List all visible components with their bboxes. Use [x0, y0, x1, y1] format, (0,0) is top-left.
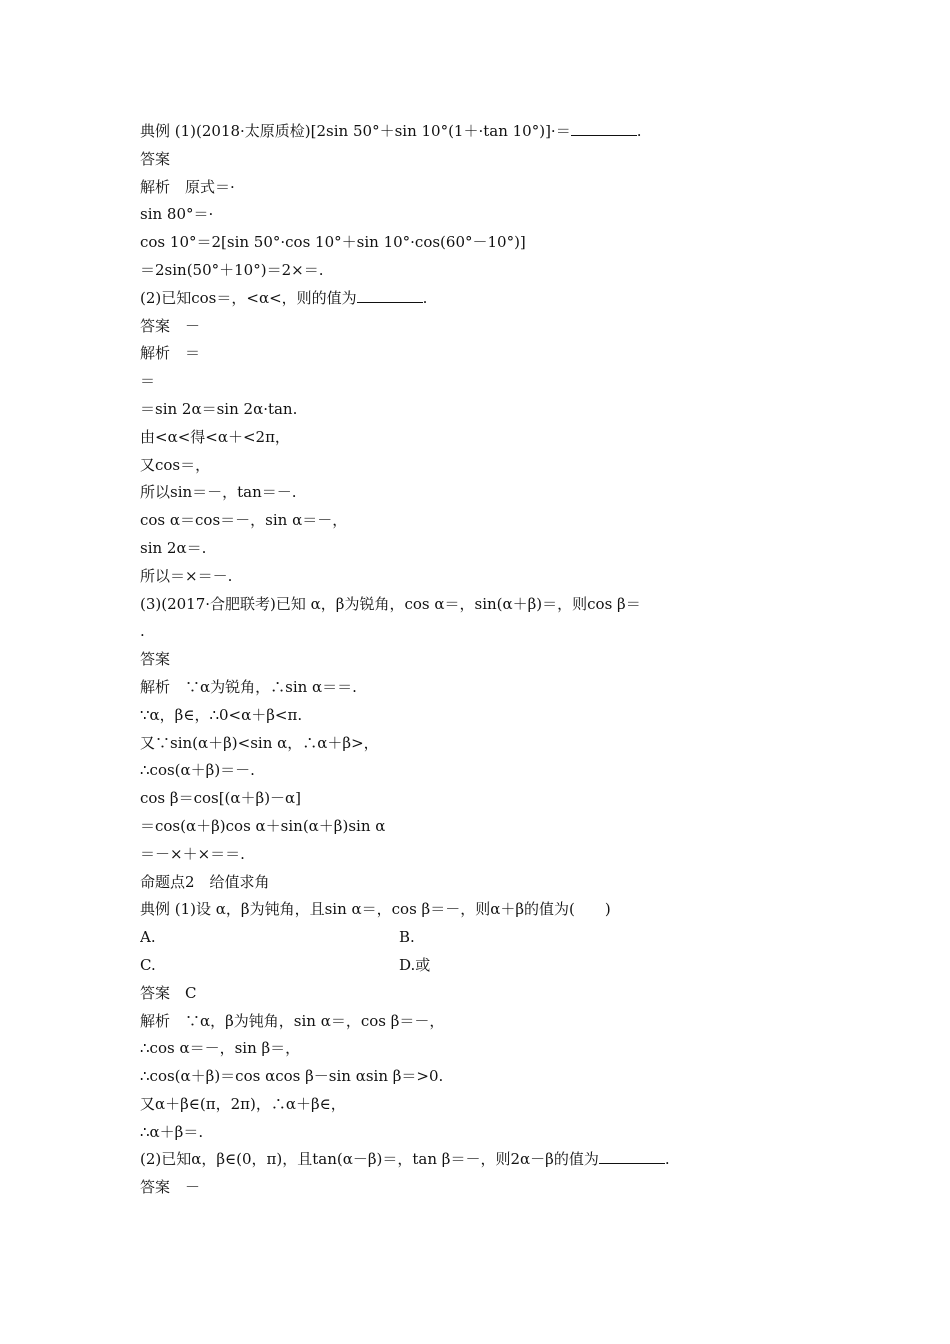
answer-line: 答案 － — [140, 1178, 201, 1197]
answer-line: 答案 － — [140, 316, 201, 335]
math-line: ∴cos(α＋β)＝－. — [140, 761, 255, 780]
option-d: D.或 — [399, 955, 431, 974]
math-line: ＝ — [140, 372, 156, 391]
math-line: ∴α＋β＝. — [140, 1122, 204, 1141]
analysis-line: 解析 原式＝· — [140, 177, 235, 196]
answer-line: 答案 — [140, 650, 171, 669]
math-line: ∵α，β∈，∴0<α＋β<π. — [140, 705, 303, 724]
math-line: cos β＝cos[(α＋β)－α] — [140, 789, 302, 808]
math-line: 所以sin＝－，tan＝－. — [140, 483, 297, 502]
question-text: (2)已知α，β∈(0，π)，且tan(α－β)＝，tan β＝－，则2α－β的值为 — [140, 1150, 599, 1169]
math-line: ＝2sin(50°＋10°)＝2×＝. — [140, 260, 324, 279]
math-line: sin 2α＝. — [140, 538, 207, 557]
question-end: . — [422, 288, 428, 307]
question-end-line: . — [140, 622, 145, 641]
math-line: 又cos＝， — [140, 455, 211, 474]
math-line: ＝－×＋×＝＝. — [140, 844, 245, 863]
math-line: 所以＝×＝－. — [140, 566, 233, 585]
math-line: 又α＋β∈(π，2π)，∴α＋β∈， — [140, 1094, 346, 1113]
example-2-question: 典例 (1)设 α，β为钝角，且sin α＝，cos β＝－，则α＋β的值为( ) — [140, 900, 611, 919]
question-text: 典例 (1)(2018·太原质检)[2sin 50°＋sin 10°(1＋·tan 10°)]·＝ — [140, 122, 571, 140]
math-line: cos α＝cos＝－，sin α＝－， — [140, 511, 348, 530]
math-line: ＝cos(α＋β)cos α＋sin(α＋β)sin α — [140, 816, 386, 835]
analysis-line: 解析 ∵α，β为钝角，sin α＝，cos β＝－， — [140, 1011, 445, 1030]
math-line: 由<α<得<α＋<2π， — [140, 427, 290, 446]
options-row — [140, 952, 820, 980]
option-a: A. — [140, 928, 156, 947]
option-c: C. — [140, 955, 156, 974]
math-line: ∴cos α＝－，sin β＝， — [140, 1039, 301, 1058]
question-end: . — [664, 1150, 670, 1169]
example-1-part-2-question — [140, 285, 820, 313]
analysis-line: 解析 ∵α为锐角，∴sin α＝＝. — [140, 677, 357, 696]
answer-line: 答案 — [140, 149, 171, 168]
option-b: B. — [399, 928, 415, 947]
example-2-part-2-question — [140, 1146, 820, 1174]
math-line: ＝sin 2α＝sin 2α·tan. — [140, 399, 298, 418]
math-line: ∴cos(α＋β)＝cos αcos β－sin αsin β＝>0. — [140, 1067, 444, 1086]
math-line: sin 80°＝· — [140, 205, 214, 224]
options-row — [140, 924, 820, 952]
document-body — [140, 118, 820, 1202]
math-line: 又∵sin(α＋β)<sin α，∴α＋β>， — [140, 733, 379, 752]
section-heading: 命题点2 给值求角 — [140, 872, 270, 891]
example-1-part-3-question: (3)(2017·合肥联考)已知 α，β为锐角，cos α＝，sin(α＋β)＝，则cos β＝ — [140, 594, 641, 613]
answer-blank — [599, 1149, 665, 1164]
question-end: . — [636, 122, 642, 140]
answer-blank — [571, 121, 637, 136]
question-text: (2)已知cos＝，<α<，则的值为 — [140, 288, 357, 307]
example-1-question — [140, 118, 820, 146]
analysis-line: 解析 ＝ — [140, 344, 201, 363]
answer-line: 答案 C — [140, 983, 197, 1002]
answer-blank — [357, 288, 423, 303]
math-line: cos 10°＝2[sin 50°·cos 10°＋sin 10°·cos(60°－10°)] — [140, 233, 526, 252]
